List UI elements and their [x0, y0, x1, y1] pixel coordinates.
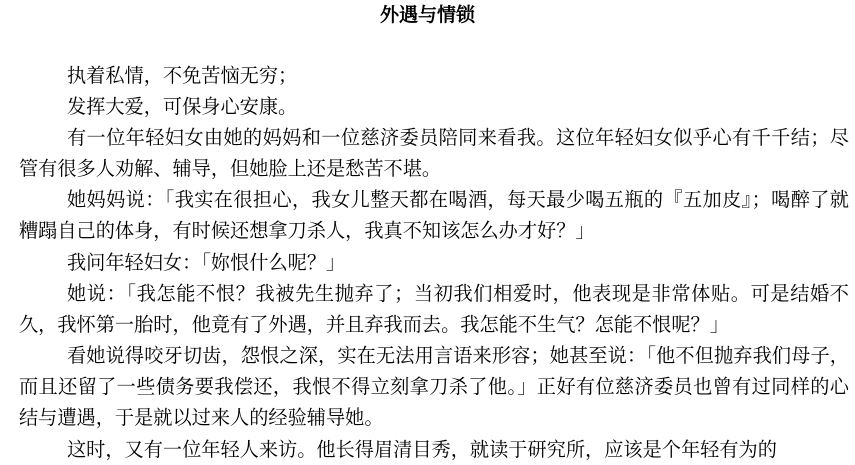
paragraph: 我问年轻妇女：「妳恨什么呢？」: [67, 251, 346, 274]
paragraph: 看她说得咬牙切齿，怨恨之深，实在无法用言语来形容；她甚至说：「他不但抛弃我们母子，而且还留了一些债务要我偿还，我恨不得立刻拿刀杀了他。」正好有位慈济委员也曾有过同样的心结与遭遇，于是就以过来人的经验辅导她。: [19, 344, 849, 430]
paragraph: 她说：「我怎能不恨？我被先生抛弃了；当初我们相爱时，他表现是非常体贴。可是结婚不久，我怀第一胎时，他竟有了外遇，并且弃我而去。我怎能不生气？怎能不恨呢？」: [19, 282, 849, 337]
paragraph-verse-1: 执着私情，不免苦恼无穷；: [67, 64, 298, 87]
paragraph: 她妈妈说：「我实在很担心，我女儿整天都在喝酒，每天最少喝五瓶的『五加皮』；喝醉了就糟蹋自己的体身，有时候还想拿刀杀人，我真不知该怎么办才好？」: [19, 188, 849, 243]
paragraph-verse-2: 发挥大爱，可保身心安康。: [67, 95, 298, 118]
document-title: 外遇与情锁: [379, 4, 475, 26]
paragraph: 有一位年轻妇女由她的妈妈和一位慈济委员陪同来看我。这位年轻妇女似乎心有千千结；尽管有很多人劝解、辅导，但她脸上还是愁苦不堪。: [19, 126, 849, 181]
paragraph: 这时，又有一位年轻人来访。他长得眉清目秀，就读于研究所，应该是个年轻有为的: [67, 438, 777, 461]
